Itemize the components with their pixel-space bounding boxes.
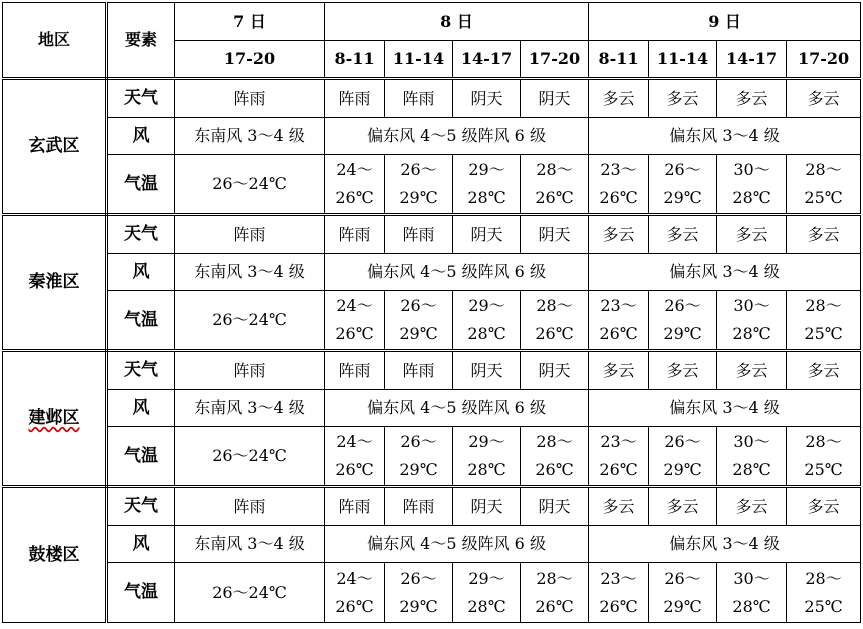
temp-cell [787,291,861,351]
temp-cell [589,155,649,215]
district-temp-row [3,291,861,351]
temp-low-text: 26℃ [335,188,374,207]
slot-header: 8-11 [325,41,385,79]
wind-cell-day9: 偏东风 3～4 级 [589,254,861,291]
district-weather-row [3,351,861,390]
temp-cell [787,563,861,623]
weather-cell: 阵雨 [175,215,325,254]
temp-low-text: 26℃ [535,188,574,207]
weather-cell: 阴天 [453,351,521,390]
temp-low-text: 26℃ [335,324,374,343]
district-weather-row [3,487,861,526]
temp-cell [325,427,385,487]
temp-high-text: 30～ [733,296,770,315]
temp-cell [385,155,453,215]
district-name [3,487,107,623]
weather-cell: 阴天 [453,215,521,254]
weather-cell: 多云 [717,487,787,526]
temp-high-text: 26～ [400,160,437,179]
temp-high-text: 24～ [336,296,373,315]
temp-cell [325,155,385,215]
temp-low-text: 28℃ [467,460,506,479]
weather-cell: 阴天 [521,79,589,118]
wind-cell-day9: 偏东风 3～4 级 [589,526,861,563]
temp-low-text: 28℃ [732,188,771,207]
temp-high-text: 26～ [664,432,701,451]
temp-high-text: 29～ [468,568,505,588]
temp-low-text: 29℃ [399,460,438,479]
weather-cell: 阵雨 [385,215,453,254]
temp-cell-day7: 26～24℃ [175,427,325,487]
district-name-text: 玄武区 [28,136,80,157]
weather-cell: 阴天 [453,487,521,526]
weather-cell: 阴天 [453,79,521,118]
temp-low-text: 29℃ [399,188,438,207]
weather-cell: 多云 [589,79,649,118]
temp-cell [787,155,861,215]
wind-cell-day8: 偏东风 4～5 级阵风 6 级 [325,390,589,427]
weather-cell: 阵雨 [385,487,453,526]
day-header-9: 9 日 [589,3,861,41]
temp-cell [589,291,649,351]
slot-header: 14-17 [453,41,521,79]
weather-cell: 多云 [649,351,717,390]
temp-cell [649,427,717,487]
temp-high-text: 23～ [600,432,637,451]
temp-low-text: 26℃ [335,596,374,616]
day-header-8: 8 日 [325,3,589,41]
temp-high-text: 28～ [805,568,842,588]
temp-high-text: 23～ [600,568,637,588]
temp-cell [325,291,385,351]
district-weather-row [3,215,861,254]
temp-cell [787,427,861,487]
temp-high-text: 28～ [805,432,842,451]
element-wind-label: 风 [107,526,175,563]
temp-cell [717,291,787,351]
temp-low-text: 28℃ [467,188,506,207]
weather-cell: 多云 [717,79,787,118]
wind-cell-day7: 东南风 3～4 级 [175,118,325,155]
temp-cell [521,291,589,351]
temp-low-text: 25℃ [804,188,843,207]
wind-cell-day9: 偏东风 3～4 级 [589,118,861,155]
temp-low-text: 25℃ [804,324,843,343]
temp-high-text: 28～ [536,160,573,179]
wind-cell-day8: 偏东风 4～5 级阵风 6 级 [325,118,589,155]
element-weather-label: 天气 [107,79,175,118]
temp-high-text: 24～ [336,160,373,179]
slot-header: 14-17 [717,41,787,79]
temp-high-text: 30～ [733,568,770,588]
temp-high-text: 26～ [400,568,437,588]
temp-cell [453,155,521,215]
temp-low-text: 26℃ [599,460,638,479]
temp-cell [385,563,453,623]
weather-cell: 阵雨 [325,79,385,118]
element-weather-label: 天气 [107,487,175,526]
district-wind-row [3,118,861,155]
weather-cell: 多云 [649,79,717,118]
district-name-text: 秦淮区 [28,272,80,293]
wind-cell-day8: 偏东风 4～5 级阵风 6 级 [325,254,589,291]
slot-header: 11-14 [385,41,453,79]
district-wind-row [3,526,861,563]
district-name [3,79,107,215]
weather-cell: 阵雨 [175,351,325,390]
temp-high-text: 26～ [664,568,701,588]
district-wind-row [3,390,861,427]
slot-header: 17-20 [175,41,325,79]
temp-low-text: 28℃ [732,324,771,343]
temp-cell-day7: 26～24℃ [175,291,325,351]
weather-cell: 阵雨 [325,487,385,526]
weather-cell: 多云 [787,79,861,118]
wind-cell-day8: 偏东风 4～5 级阵风 6 级 [325,526,589,563]
wind-cell-day7: 东南风 3～4 级 [175,254,325,291]
temp-low-text: 28℃ [467,324,506,343]
temp-cell-day7: 26～24℃ [175,155,325,215]
temp-high-text: 23～ [600,296,637,315]
element-weather-label: 天气 [107,215,175,254]
element-temp-label: 气温 [107,155,175,215]
temp-cell [453,563,521,623]
temp-cell [649,291,717,351]
temp-high-text: 29～ [468,432,505,451]
weather-cell: 多云 [787,487,861,526]
temp-cell [649,155,717,215]
temp-cell [589,427,649,487]
slot-header: 11-14 [649,41,717,79]
element-temp-label: 气温 [107,291,175,351]
temp-high-text: 28～ [805,160,842,179]
temp-low-text: 25℃ [804,596,843,616]
temp-high-text: 28～ [536,296,573,315]
district-temp-row [3,427,861,487]
district-name [3,351,107,487]
wind-cell-day7: 东南风 3～4 级 [175,526,325,563]
weather-cell: 多云 [717,351,787,390]
temp-high-text: 28～ [536,568,573,588]
element-weather-label: 天气 [107,351,175,390]
district-temp-row [3,155,861,215]
temp-high-text: 29～ [468,160,505,179]
weather-cell: 多云 [787,215,861,254]
temp-high-text: 26～ [400,296,437,315]
temp-low-text: 28℃ [732,596,771,616]
temp-low-text: 25℃ [804,460,843,479]
element-temp-label: 气温 [107,427,175,487]
weather-forecast-table [2,2,861,623]
weather-cell: 阵雨 [175,79,325,118]
temp-cell [521,155,589,215]
temp-cell [717,427,787,487]
weather-cell: 阵雨 [385,351,453,390]
temp-low-text: 26℃ [535,596,574,616]
weather-cell: 多云 [649,487,717,526]
header-row-days [3,3,861,41]
temp-high-text: 24～ [336,568,373,588]
temp-cell [453,291,521,351]
weather-cell: 多云 [589,351,649,390]
district-name-text: 鼓楼区 [28,544,80,565]
temp-cell [521,563,589,623]
temp-low-text: 29℃ [399,596,438,616]
slot-header: 17-20 [521,41,589,79]
temp-cell [521,427,589,487]
weather-cell: 多云 [787,351,861,390]
weather-cell: 多云 [589,215,649,254]
temp-cell [589,563,649,623]
weather-cell: 阴天 [521,351,589,390]
area-header: 地区 [3,3,107,79]
element-wind-label: 风 [107,254,175,291]
temp-low-text: 29℃ [399,324,438,343]
temp-high-text: 28～ [805,296,842,315]
temp-cell [325,563,385,623]
temp-low-text: 26℃ [599,324,638,343]
temp-low-text: 26℃ [535,324,574,343]
temp-high-text: 23～ [600,160,637,179]
day-header-7: 7 日 [175,3,325,41]
weather-cell: 阵雨 [325,351,385,390]
temp-high-text: 30～ [733,160,770,179]
district-temp-row [3,563,861,623]
slot-header: 8-11 [589,41,649,79]
temp-low-text: 28℃ [467,596,506,616]
temp-high-text: 28～ [536,432,573,451]
slot-header: 17-20 [787,41,861,79]
weather-cell: 多云 [589,487,649,526]
weather-cell: 多云 [717,215,787,254]
temp-low-text: 29℃ [663,188,702,207]
temp-high-text: 29～ [468,296,505,315]
element-wind-label: 风 [107,118,175,155]
weather-cell: 阴天 [521,215,589,254]
temp-low-text: 26℃ [599,188,638,207]
temp-low-text: 29℃ [663,596,702,616]
temp-high-text: 24～ [336,432,373,451]
element-wind-label: 风 [107,390,175,427]
temp-high-text: 26～ [400,432,437,451]
temp-low-text: 29℃ [663,460,702,479]
temp-cell [385,427,453,487]
temp-cell [453,427,521,487]
temp-cell [385,291,453,351]
temp-cell-day7: 26～24℃ [175,563,325,623]
temp-low-text: 26℃ [335,460,374,479]
temp-low-text: 28℃ [732,460,771,479]
district-name [3,215,107,351]
district-wind-row [3,254,861,291]
weather-cell: 阵雨 [325,215,385,254]
temp-low-text: 26℃ [535,460,574,479]
temp-cell [717,155,787,215]
weather-cell: 多云 [649,215,717,254]
temp-low-text: 26℃ [599,596,638,616]
weather-cell: 阴天 [521,487,589,526]
element-header: 要素 [107,3,175,79]
wind-cell-day9: 偏东风 3～4 级 [589,390,861,427]
temp-high-text: 26～ [664,160,701,179]
weather-cell: 阵雨 [385,79,453,118]
temp-high-text: 26～ [664,296,701,315]
district-weather-row [3,79,861,118]
district-name-text: 建邺区 [28,408,80,429]
temp-cell [649,563,717,623]
wind-cell-day7: 东南风 3～4 级 [175,390,325,427]
weather-cell: 阵雨 [175,487,325,526]
element-temp-label: 气温 [107,563,175,623]
temp-cell [717,563,787,623]
temp-low-text: 29℃ [663,324,702,343]
temp-high-text: 30～ [733,432,770,451]
